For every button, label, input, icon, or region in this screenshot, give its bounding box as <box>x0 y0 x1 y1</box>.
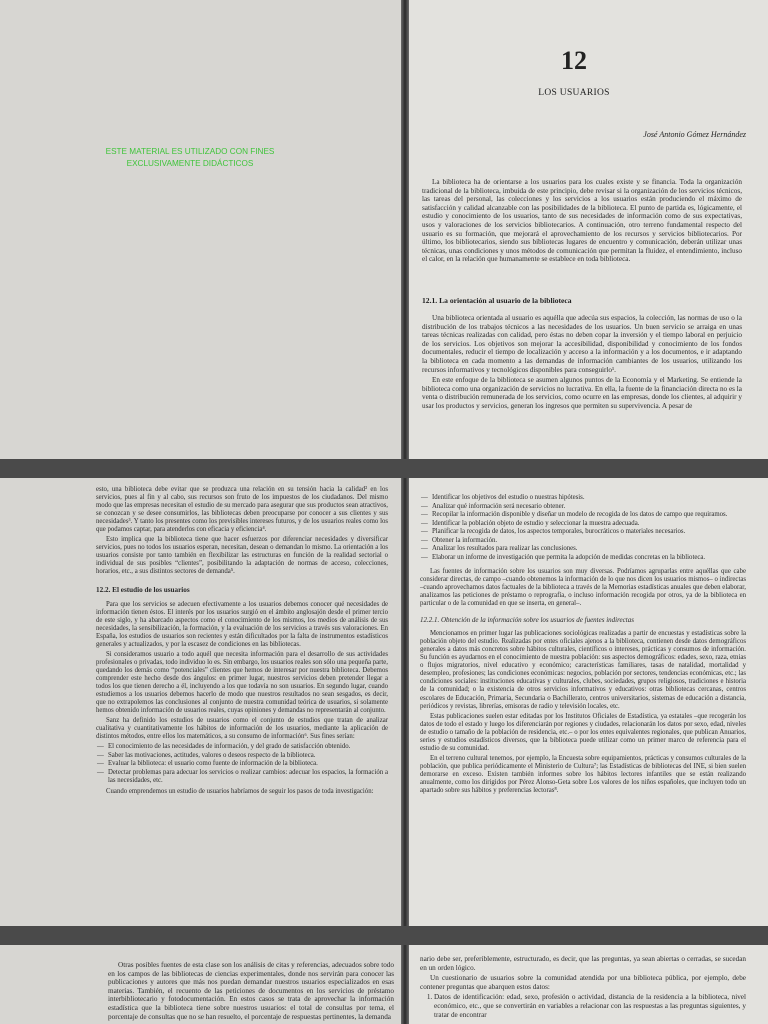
list-item: — Obtener la información. <box>432 537 746 545</box>
paragraph: Mencionamos en primer lugar las publicaciones sociológicas realizadas a partir de encuestas y estadísticas sobre la población objeto del estudio. Realizadas por entes oficiales ajenos a la biblioteca, contienen desde datos demográficos generales a datos más concretos sobre hábitos culturales, científicos o intereses, prácticas y consumos de información. Su función es ayudarnos en el conocimiento de nuestra población: sus aspectos demográficos: edades, sexo, raza, etnias o flujos migratorios, nivel educativo y económico; características familiares, tasas de natalidad, mortalidad y desempleo, profesiones; las condiciones económicas: negocios, población por sectores, tendencias económicas, etc.; las condiciones sociales: instituciones educativas y culturales, clubes, sociedades, grupos religiosos, tradiciones e historia de la comunidad; o la existencia de otros servicios informativos y educativos: otras bibliotecas cercanas, centros escolares de Educación, Primaria, Secundaria o Bachillerato, centros universitarios, sistemas de educación a distancia, periódicos y revistas, librerías, emisoras de radio y televisión locales, etc. <box>420 630 746 710</box>
gutter <box>401 0 409 459</box>
aims-list <box>96 743 388 785</box>
list-item: — Identificar la población objeto de estudio y seleccionar la muestra adecuada. <box>432 520 746 528</box>
author: José Antonio Gómez Hernández <box>643 130 746 139</box>
paragraph: nario debe ser, preferiblemente, estructurado, es decir, que las preguntas, ya sean abiertas o cerradas, se sucedan en un orden lógico. <box>420 955 746 972</box>
left-page-3 <box>0 945 402 1024</box>
right-page-2 <box>408 478 768 926</box>
spread-1 <box>0 0 768 459</box>
gutter <box>401 945 409 1024</box>
paragraph: Estas publicaciones suelen estar editadas por los Institutos Oficiales de Estadística, ya estatales –que recogerán los datos de todo el estado y luego los diferenciarán por regiones y ciudades, relacionarán los datos por sexo, edad, niveles de estudio o tamaño de la población de residencia, etc.– o por los entes equivalentes regionales, que publican Anuarios, series y estudios estadísticos diversos, que la biblioteca puede utilizar como un primer marco de referencia para el estudio de su comunidad. <box>420 712 746 752</box>
list-item: — Identificar los objetivos del estudio o nuestras hipótesis. <box>432 494 746 502</box>
paragraph: Una biblioteca orientada al usuario es aquélla que adecúa sus espacios, la colección, las normas de uso o la distribución de los trabajos técnicos a las necesidades de los usuarios. Un buen servicio se arraiga en unas tareas técnicas realizadas con calidad, pero éstas no deben copar la inversión y el tiempo laboral en perjuicio de los servicios. Los objetivos son mejorar la accesibilidad, disponibilidad y conocimiento de los fondos documentales, reducir el tiempo de localización y acceso a la información y a los documentos, e ir adaptando la biblioteca en cada momento a las demandas de información cambiantes de los usuarios, utilizando los recursos informativos y tecnológicos disponibles para conseguirlo¹. <box>422 314 742 374</box>
paragraph: En este enfoque de la biblioteca se asumen algunos puntos de la Economía y el Marketing. Se entiende la biblioteca como una organización de servicios no lucrativa. En ella, la fuente de la financiación directa no es la venta o distribución remunerada de los servicios, como ocurre en las empresas, donde los clientes, al adquirir y usar los productos y servicios, generan los ingresos que permiten su supervivencia. A pesar de <box>422 376 742 410</box>
subsection-heading-12-2-1: 12.2.1. Obtención de la información sobre los usuarios de fuentes indirectas <box>420 616 634 625</box>
left-page-1 <box>0 0 402 459</box>
list-item: — Detectar problemas para adecuar los servicios o realizar cambios: adecuar los espacios, la formación a las necesidades, etc. <box>108 769 388 785</box>
list-item: — Analizar qué información será necesario obtener. <box>432 503 746 511</box>
list-item: — Planificar la recogida de datos, los aspectos temporales, burocráticos o materiales necesarios. <box>432 528 746 536</box>
left-page-2 <box>0 478 402 926</box>
list-item: — Analizar los resultados para realizar las conclusiones. <box>432 545 746 553</box>
paragraph: Las fuentes de información sobre los usuarios son muy diversas. Podríamos agruparlas entre aquéllas que cabe considerar directas, de campo –cuando obtenemos la información de lo que nos dicen los usuarios mismos– o indirectas –cuando aprovechamos datos factuales de la biblioteca a través de la Memorias estadísticas anuales que deben elaborar, analizamos las peticiones de préstamo o reprografía, o incluso información recogida por otros, ya de la biblioteca en particular o de la comunidad en que se inserta, en general–. <box>420 567 746 608</box>
section-12-1-body <box>422 314 742 413</box>
paragraph: esto, una biblioteca debe evitar que se produzca una relación en su tensión hacia la calidad² en los servicios, pues al fin y al cabo, sus recursos son fruto de los impuestos de los ciudadanos. Del mismo modo que las empresas necesitan el estudio de su mercado para asegurar que sus productos sean atractivos, se conozcan y se desee consumirlos, las bibliotecas deben preocuparse por conocer a sus clientes y sus necesidades³. Y tanto los presentes como los previsibles intereses futuros, y de los usuarios reales como los que podamos captar, para atenderlos con eficacia y eficiencia⁴. <box>96 486 388 534</box>
chapter-title: LOS USUARIOS <box>538 88 610 98</box>
spread-2 <box>0 478 768 926</box>
intro-paragraph <box>422 178 742 266</box>
section-heading-12-1: 12.1. La orientación al usuario de la biblioteca <box>422 296 572 305</box>
paragraph: Sanz ha definido los estudios de usuarios como el conjunto de estudios que tratan de analizar cualitativa y cuantitativamente los hábitos de información de los usuarios, mediante la aplicación de distintos métodos, entre ellos los matemáticos, a su consumo de información⁶. Sus fines serían: <box>96 717 388 741</box>
intro-text: La biblioteca ha de orientarse a los usuarios para los cuales existe y se financia. Toda la organización tradicional de la biblioteca, imbuida de este principio, debe revisar si la organización de los servicios técnicos, las tareas del personal, las colecciones y los servicios a los usuarios están produciendo el máximo de satisfacción y calidad alcanzable con las posibilidades de la biblioteca. El punto de partida es, lógicamente, el estudio y conocimiento de los usuarios, tanto de sus necesidades de información como de sus expectativas, usos y valoraciones de los servicios bibliotecarios. A continuación, otro terreno fundamental respecto del usuario es su formación, que mejorará el aprovechamiento de los recursos y servicios bibliotecarios. Por último, los bibliotecarios, siendo sus bibliotecas lugares de encuentro y comunicación, deberán utilizar unas técnicas, unas condiciones y unos métodos de comunicación que permitan la fluidez, el entendimiento, incluso el calor, en la relación que humanamente se establece en toda biblioteca. <box>422 178 742 264</box>
left-column-3 <box>108 961 394 1023</box>
paragraph: Para que los servicios se adecuen efectivamente a los usuarios debemos conocer qué necesidades de información tienen éstos. El interés por los usuarios surgió en el ámbito anglosajón desde el primer tercio de este siglo, y ha abarcado aspectos como el conocimiento de los mismos, los medios de análisis de sus necesidades, la sensibilización, la formación, y la evaluación de los servicios a través sus valoraciones. En España, los estudios de usuarios son recientes y están dificultados por la falta de instrumentos estadísticos generales y actualizados, y por la escasez de condiciones en las bibliotecas. <box>96 600 388 648</box>
paragraph: Si consideramos usuario a todo aquél que necesita información para el desarrollo de sus actividades profesionales o privadas, todo individuo lo es. Sin embargo, los usuarios reales son sólo una pequeña parte, quedando los demás como “potenciales” clientes que hemos de interesar por nuestra biblioteca. Debemos comprender este hecho desde dos ángulos: en primer lugar, nuestros servicios deben pretender llegar a todos los que tienen derecho a él, incluyendo a los que todavía no son usuarios. En segundo lugar, cuando estudiemos a los usuarios debemos hacerlo de modo que nuestros resultados no sean sesgados, es decir, que no extrapolemos las conclusiones al conjunto de nuestra comunidad teórica de usuarios, si solamente hemos obtenido información de usuarios reales, cuyas opiniones y demandas no representarán al conjunto. <box>96 650 388 715</box>
list-item: — Recopilar la información disponible y diseñar un modelo de recogida de los datos de campo que requiramos. <box>432 511 746 519</box>
steps-list <box>420 494 746 562</box>
section-heading-12-2: 12.2. El estudio de los usuarios <box>96 585 190 594</box>
watermark-line-2: EXCLUSIVAMENTE DIDÁCTICOS <box>126 159 254 168</box>
right-column-2 <box>420 492 746 797</box>
list-item: — El conocimiento de las necesidades de información, y del grado de satisfacción obtenido. <box>108 743 388 751</box>
right-page-3 <box>408 945 768 1024</box>
list-item: — Evaluar la biblioteca: el usuario como fuente de información de la biblioteca. <box>108 760 388 768</box>
gutter <box>401 478 409 926</box>
watermark <box>60 146 320 170</box>
list-item: — Saber las motivaciones, actitudes, valores o deseos respecto de la biblioteca. <box>108 752 388 760</box>
paragraph: Esto implica que la biblioteca tiene que hacer esfuerzos por diferenciar necesidades y diversificar servicios, pues no todos los usuarios esperan, necesitan, desean o demandan lo mismo. La orientación a los usuarios consiste por tanto también en flexibilizar las estructuras en función de la realidad sectorial o individual de sus posibles “clientes”, posibilitando la adaptación de normas de acceso, colecciones, horarios, etc., a sus distintos sectores de demanda⁵. <box>96 536 388 576</box>
list-item: — Elaborar un informe de investigación que permita la adopción de medidas concretas en la biblioteca. <box>432 554 746 562</box>
right-column-3 <box>420 955 746 1021</box>
paragraph: Cuando emprendemos un estudio de usuarios habríamos de seguir los pasos de toda investigación: <box>106 788 374 796</box>
left-column-2 <box>96 486 388 798</box>
spread-3 <box>0 945 768 1024</box>
paragraph: Otras posibles fuentes de esta clase son los análisis de citas y referencias, adecuados sobre todo en los campos de las bibliotecas de ciencias experimentales, donde nos servirán para conocer las publicaciones y autores que más nos puedan demandar nuestros usuarios especializados en esas materias. También, el recuento de las peticiones de documentos en los servicios de préstamo interbibliotecario y fotodocumentación. En estos casos se trata de aprovechar la información estadística que la biblioteca tiene sobre nuestros usuarios: el total de consultas por tema, el porcentaje de consultas que no se han resuelto, el porcentaje de respuestas pertinentes, la demanda <box>108 961 394 1021</box>
right-page-1 <box>408 0 768 459</box>
watermark-line-1: ESTE MATERIAL ES UTILIZADO CON FINES <box>105 147 275 156</box>
list-item: 1. Datos de identificación: edad, sexo, profesión o actividad, distancia de la residencia a la biblioteca, nivel económico, etc., que se convertirán en variables a relacionar con las respuestas a las preguntas siguientes, y tratar de encontrar <box>434 993 746 1019</box>
paragraph: En el terreno cultural tenemos, por ejemplo, la Encuesta sobre equipamientos, prácticas y consumos culturales de la población, que publica periódicamente el Ministerio de Cultura⁷; las Estadísticas de bibliotecas del INE, si bien suelen demorarse en exceso. Existen también informes sobre los hábitos lectores infantiles que se están realizando anualmente, como los dirigidos por Pérez Alonso-Geta sobre Los valores de los niños españoles, que incluyen todo un apartado sobre sus hábitos y preferencias lectoras⁸. <box>420 754 746 795</box>
data-list <box>420 993 746 1019</box>
paragraph: Un cuestionario de usuarios sobre la comunidad atendida por una biblioteca pública, por ejemplo, debe contener preguntas que abarquen estos datos: <box>420 974 746 991</box>
chapter-number: 12 <box>561 46 587 75</box>
